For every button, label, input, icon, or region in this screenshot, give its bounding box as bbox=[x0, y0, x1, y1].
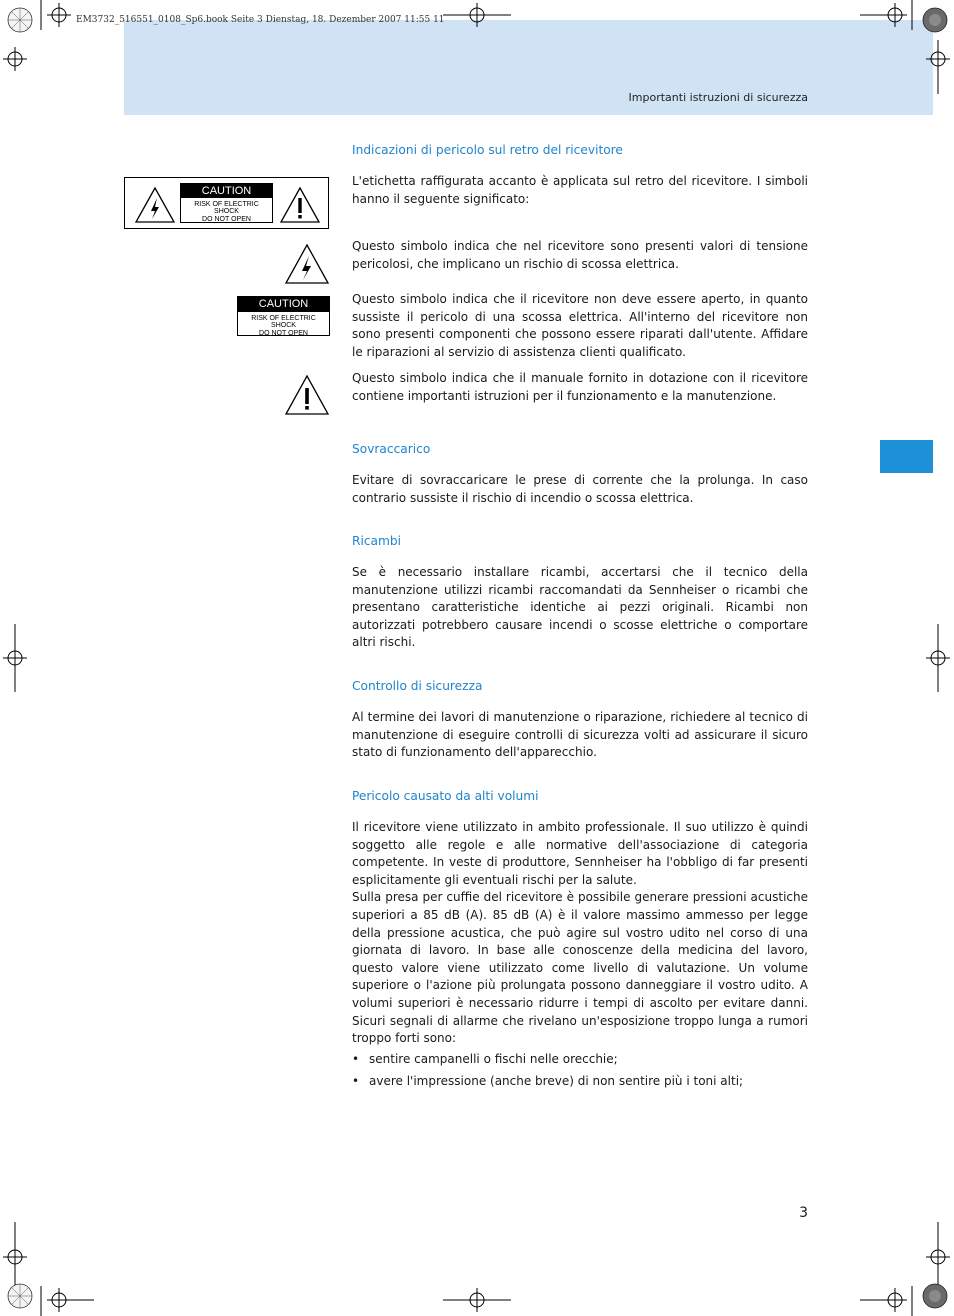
exclamation-triangle-icon bbox=[279, 186, 321, 224]
symbol2-description bbox=[352, 291, 808, 361]
color-wheel-icon bbox=[8, 8, 32, 32]
running-header: Importanti istruzioni di sicurezza bbox=[628, 91, 808, 104]
registration-mark-icon bbox=[3, 1222, 27, 1290]
volumi-text1: Il ricevitore viene utilizzato in ambito professionale. Il suo utilizzo è quindi soggetto alle regole e alle normative dell'associazione di categoria competente. In veste di produttore, Sennheiser ha l'obbligo di far presenti esplicitamente gli eventuali rischi per la salute. bbox=[352, 820, 808, 887]
registration-mark-icon bbox=[3, 624, 27, 692]
controllo-text: Al termine dei lavori di manutenzione o riparazione, richiedere al tecnico di manutenzione di eseguire controlli di sicurezza volti ad assicurare il sicuro stato di funzionamento dell'apparecchio. bbox=[352, 710, 808, 760]
symbol2-text: Questo simbolo indica che il ricevitore non deve essere aperto, in quanto sussiste il pericolo di una scossa elettrica. All'interno del ricevitore non sono presenti componenti che possono essere riparati dall'utente. Affidare le riparazioni al servizio di assistenza clienti qualificato. bbox=[352, 292, 808, 359]
color-wheel-icon bbox=[923, 1284, 947, 1308]
ricambi-body bbox=[352, 564, 808, 652]
ricambi-text: Se è necessario installare ricambi, accertarsi che il tecnico della manutenzione utilizzi ricambi raccomandati da Sennheiser o ricambi che presentano caratteristiche identiche ai pezzi originali. Ricambi non autorizzati potrebbero causare incendi o scosse elettriche o comportare altri rischi. bbox=[352, 565, 808, 650]
exclamation-triangle-icon bbox=[284, 374, 330, 416]
caution-warning-line2: DO NOT OPEN bbox=[202, 215, 251, 223]
warning-label bbox=[124, 177, 329, 229]
heading-controllo: Controllo di sicurezza bbox=[352, 679, 483, 693]
registration-mark-icon bbox=[443, 3, 511, 27]
color-wheel-icon bbox=[8, 1284, 32, 1308]
lightning-triangle-icon bbox=[284, 243, 330, 285]
book-info: EM3732_516551_0108_Sp6.book Seite 3 Dienstag, 18. Dezember 2007 11:55 11 bbox=[76, 15, 445, 25]
lightning-triangle-icon bbox=[134, 186, 176, 224]
caution-warning-line1: RISK OF ELECTRIC SHOCK bbox=[194, 201, 259, 216]
caution-heading: CAUTION bbox=[181, 184, 272, 198]
retro-intro-text: L'etichetta raffigurata accanto è applicata sul retro del ricevitore. I simboli hanno il seguente significato: bbox=[352, 174, 808, 206]
registration-mark-icon bbox=[926, 1222, 950, 1290]
color-wheel-icon bbox=[923, 8, 947, 32]
registration-mark-icon bbox=[860, 1288, 907, 1312]
heading-retro: Indicazioni di pericolo sul retro del ricevitore bbox=[352, 143, 623, 157]
caution-sticker bbox=[237, 296, 330, 336]
registration-mark-icon bbox=[926, 40, 950, 94]
bullet-icon: • bbox=[352, 1074, 360, 1088]
volumi-text2: Sulla presa per cuffie del ricevitore è possibile generare pressioni acustiche superiori a 85 dB (A). 85 dB (A) è il valore massimo ammesso per legge della pressione acustica, che può agire sul vostro udito nel corso di una giornata di lavoro. In base alle conoscenze della medicina del lavoro, questo valore viene utilizzato come livello di valutazione. Un volume superiore o l'azione più prolungata possono danneggiare il vostro udito. A volumi superiori è necessario ridurre i tempi di ascolto per evitare danni. Sicuri segnali di allarme che rivelano un'esposizione troppo lunga a rumori troppo forti sono: bbox=[352, 890, 808, 1046]
caution-warning-line1: RISK OF ELECTRIC SHOCK bbox=[251, 315, 316, 330]
caution-warning-line2: DO NOT OPEN bbox=[259, 329, 308, 337]
symbol1-description bbox=[352, 238, 808, 273]
heading-volumi: Pericolo causato da alti volumi bbox=[352, 789, 539, 803]
symbol3-text: Questo simbolo indica che il manuale fornito in dotazione con il ricevitore contiene importanti istruzioni per il funzionamento e la manutenzione. bbox=[352, 371, 808, 403]
registration-mark-icon bbox=[3, 47, 27, 71]
registration-mark-icon bbox=[860, 3, 907, 27]
caution-sticker bbox=[180, 183, 273, 223]
registration-mark-icon bbox=[443, 1288, 511, 1312]
volumi-body bbox=[352, 819, 808, 1048]
heading-sovraccarico: Sovraccarico bbox=[352, 442, 431, 456]
symbol1-text: Questo simbolo indica che nel ricevitore sono presenti valori di tensione pericolosi, che implicano un rischio di scossa elettrica. bbox=[352, 239, 808, 271]
sovraccarico-text: Evitare di sovraccaricare le prese di corrente che la prolunga. In caso contrario sussiste il rischio di incendio o scossa elettrica. bbox=[352, 473, 808, 505]
retro-intro bbox=[352, 173, 808, 208]
list-item-text: avere l'impressione (anche breve) di non sentire più i toni alti; bbox=[369, 1074, 744, 1088]
registration-mark-icon bbox=[47, 3, 71, 27]
registration-mark-icon bbox=[926, 624, 950, 692]
symbol3-description bbox=[352, 370, 808, 405]
page-number: 3 bbox=[799, 1205, 808, 1221]
sovraccarico-body bbox=[352, 472, 808, 507]
registration-mark-icon bbox=[47, 1288, 94, 1312]
list-item-text: sentire campanelli o fischi nelle orecchie; bbox=[369, 1052, 618, 1066]
caution-heading: CAUTION bbox=[238, 297, 329, 312]
bullet-icon: • bbox=[352, 1052, 360, 1066]
heading-ricambi: Ricambi bbox=[352, 534, 402, 548]
controllo-body bbox=[352, 709, 808, 762]
